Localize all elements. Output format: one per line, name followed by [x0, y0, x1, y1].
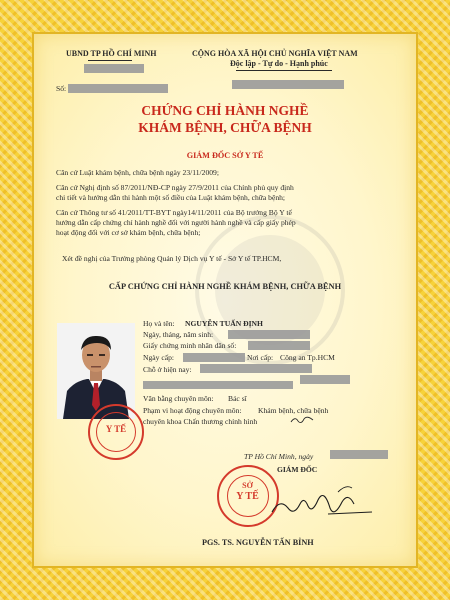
- title-line-1: CHỨNG CHỈ HÀNH NGHỀ: [141, 103, 309, 118]
- photo-seal-text: Y TẾ: [105, 424, 127, 434]
- clause-line: hoạt động đối với cơ sở khám bệnh, chữa bệnh;: [56, 228, 201, 237]
- title-line-2: KHÁM BỆNH, CHỮA BỆNH: [138, 120, 312, 135]
- issue-date-redacted: [183, 353, 245, 362]
- holder-name: NGUYỄN TUẤN ĐỊNH: [185, 319, 263, 328]
- motto-underline: [236, 70, 332, 71]
- issue-date-label: Ngày cấp:: [143, 353, 174, 362]
- grant-heading: CẤP CHỨNG CHỈ HÀNH NGHỀ KHÁM BỆNH, CHỮA BỆNH: [108, 282, 342, 291]
- issue-place: Công an Tp.HCM: [280, 353, 335, 362]
- signer-role: GIÁM ĐỐC: [277, 465, 318, 474]
- degree-value: Bác sĩ: [228, 394, 247, 403]
- clause-line: Căn cứ Luật khám bệnh, chữa bệnh ngày 23/11/2009;: [56, 168, 219, 177]
- scope-label: Phạm vi hoạt động chuyên môn:: [143, 406, 242, 415]
- authority-heading: GIÁM ĐỐC SỞ Y TẾ: [186, 151, 264, 160]
- clause-line: hướng dẫn cấp chứng chỉ hành nghề đối với người hành nghề và cấp giấy phép: [56, 218, 296, 227]
- clause-line: Xét đề nghị của Trưởng phòng Quản lý Dịch vụ Y tế - Sở Y tế TP.HCM,: [62, 254, 282, 263]
- name-label: Họ và tên:: [143, 319, 175, 328]
- nation-name: CỘNG HÒA XÃ HỘI CHỦ NGHĨA VIỆT NAM: [192, 49, 358, 58]
- place-date: TP Hồ Chí Minh, ngày: [244, 452, 314, 461]
- redacted-block: [84, 64, 144, 73]
- address-redacted: [143, 381, 293, 389]
- id-redacted: [248, 341, 310, 350]
- issue-place-label: Nơi cấp:: [247, 353, 274, 362]
- photo-seal: [88, 404, 144, 460]
- date-redacted: [330, 450, 388, 459]
- seal-text-bottom: Y TẾ: [236, 491, 259, 502]
- redacted-block: [232, 80, 344, 89]
- certificate-number-label: Số:: [56, 84, 67, 93]
- signer-name: PGS. TS. NGUYỄN TẤN BỈNH: [202, 538, 314, 547]
- scope-value-line-1: Khám bệnh, chữa bệnh: [258, 406, 329, 415]
- id-label: Giấy chứng minh nhân dân số:: [143, 341, 237, 350]
- dob-redacted: [228, 330, 310, 339]
- address-label: Chỗ ở hiện nay:: [143, 365, 192, 374]
- issuer-underline: [88, 60, 132, 61]
- scope-value-line-2: chuyên khoa Chấn thương chỉnh hình: [143, 417, 258, 426]
- certificate-number-redacted: [68, 84, 168, 93]
- clause-line: chi tiết và hướng dẫn thi hành một số điều của Luật khám bệnh, chữa bệnh;: [56, 193, 286, 202]
- issuer-name: UBND TP HỒ CHÍ MINH: [66, 49, 157, 58]
- degree-label: Văn bằng chuyên môn:: [143, 394, 214, 403]
- dob-label: Ngày, tháng, năm sinh:: [143, 330, 214, 339]
- initial-mark: [290, 414, 314, 426]
- clause-line: Căn cứ Thông tư số 41/2011/TT-BYT ngày14/11/2011 của Bộ trưởng Bộ Y tế: [56, 208, 292, 217]
- clause-line: Căn cứ Nghị định số 87/2011/NĐ-CP ngày 27/9/2011 của Chính phủ quy định: [56, 183, 294, 192]
- seal-text-top: SỞ: [242, 481, 253, 490]
- address-redacted: [200, 364, 312, 373]
- nation-motto: Độc lập - Tự do - Hạnh phúc: [230, 59, 328, 68]
- handwritten-signature: [268, 478, 380, 524]
- address-redacted: [300, 375, 350, 384]
